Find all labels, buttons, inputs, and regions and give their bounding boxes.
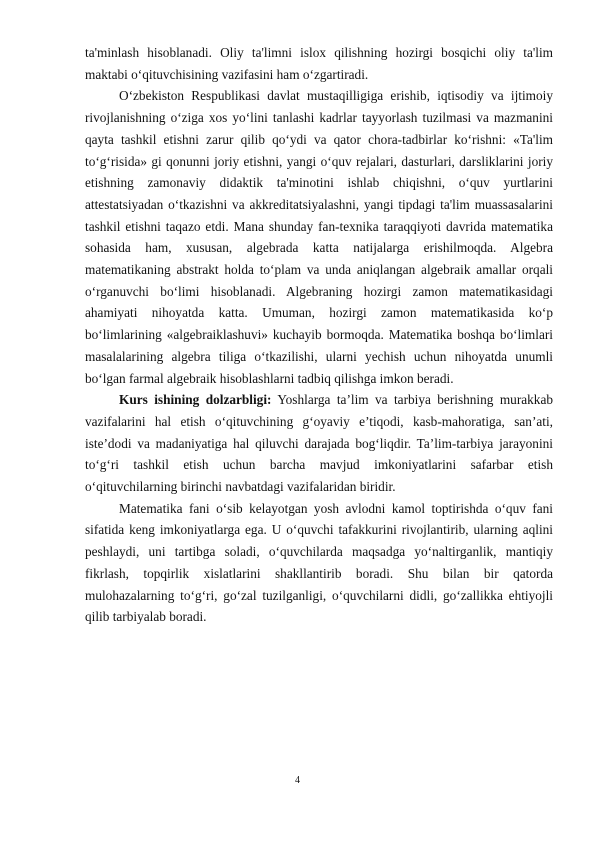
paragraph-text: O‘zbekiston Respublikasi davlat mustaqilligiga erishib, iqtisodiy va ijtimoiy rivojlanishning o‘ziga xos yo‘lini tanlashi kadrlar tayyorlash tuzilmasi va mazmanini qayta tashkil etishni zarur qilib qo‘ydi va qator chora-tadbirlar ko‘rishni: «Ta'lim to‘g‘risida» gi qonunni joriy etishni, yangi o‘quv rejalari, dasturlari, darsliklarini joriy etishning zamonaviy didaktik ta'minotini ishlab chiqishni, o‘quv yurtlarini attestatsiyadan o‘tkazishni va akkreditatsiyalashni, yangi tipdagi ta'lim muassasalarini tashkil etishni taqazo etdi. Mana shunday fan-texnika taraqqiyoti davrida matematika sohasida ham, xususan, algebrada katta natijalarga erishilmoqda. Algebra matematikaning abstrakt holda to‘plam va unda aniqlangan algebraik amallar orqali o‘rganuvchi bo‘limi hisoblanadi. Algebraning hozirgi zamon matematikasidagi ahamiyati nihoyatda katta. Umuman, hozirgi zamon matematikasida ko‘p bo‘limlarining «algebraiklashuvi» kuchayib bormoqda. Matematika boshqa bo‘limlari masalalarining algebra tiliga o‘tkazilishi, ularni yechish uchun nihoyatda unumli bo‘lgan farmal algebraik hisoblashlarni tadbiq qilishga imkon beradi. — [85, 88, 553, 386]
paragraph-relevance — [85, 389, 553, 498]
page-number: 4 — [295, 775, 300, 786]
paragraph-text: Matematika fani o‘sib kelayotgan yosh avlodni kamol toptirishda o‘quv fani sifatida keng imkoniyatlarga ega. U o‘quvchi tafakkurini rivojlantirib, ularning aqlini peshlaydi, uni tartibga soladi, o‘quvchilarda maqsadga yo‘naltirganlik, mantiqiy fikrlash, topqirlik xislatlarini shakllantirib boradi. Shu bilan bir qatorda mulohazalarning to‘g‘ri, go‘zal tuzilganligi, o‘quvchilarni didli, go‘zallikka ehtiyojli qilib tarbiyalab boradi. — [85, 500, 553, 625]
paragraph-text: ta'minlash hisoblanadi. Oliy ta'limni islox qilishning hozirgi bosqichi oliy ta'lim maktabi o‘qituvchisining vazifasini ham o‘zgartiradi. — [85, 45, 553, 82]
paragraph-text: Yoshlarga ta’lim va tarbiya berishning murakkab vazifalarini hal etish o‘qituvchining g‘oyaviy e’tiqodi, kasb-mahoratiga, san’ati, iste’dodi va madaniyatiga hal qiluvchi darajada bog‘liqdir. Ta’lim-tarbiya jarayonini to‘g‘ri tashkil etish uchun barcha mavjud imkoniyatlarini safarbar etish o‘qituvchilarning birinchi navbatdagi vazifalaridan biridir. — [85, 392, 553, 495]
paragraph-mathematics — [85, 498, 553, 628]
paragraph-continuation — [85, 42, 553, 85]
document-body — [85, 42, 553, 628]
paragraph-independence — [85, 85, 553, 389]
section-heading: Kurs ishining dolzarbligi: — [119, 392, 272, 408]
